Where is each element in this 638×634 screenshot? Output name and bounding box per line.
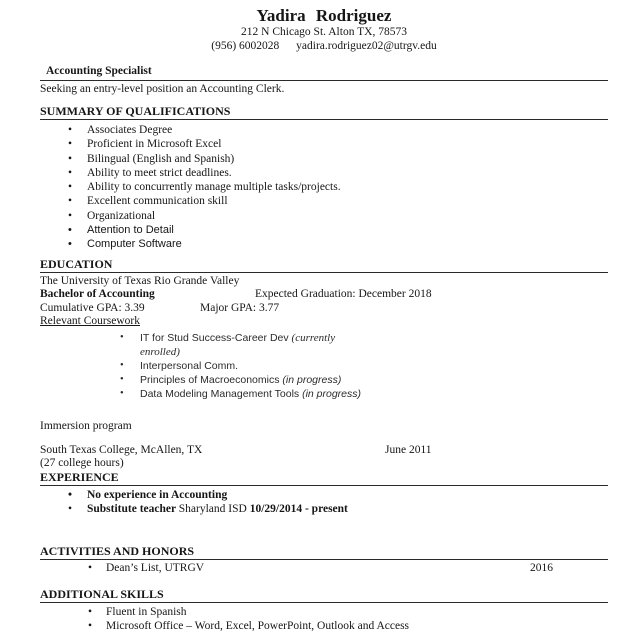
section-heading-summary: SUMMARY OF QUALIFICATIONS [40, 105, 608, 120]
course-note: (in progress) [302, 387, 362, 400]
list-item: • Bilingual (English and Spanish) [40, 152, 608, 166]
school-name: The University of Texas Rio Grande Valley [40, 274, 240, 287]
course-name: Interpersonal Comm. [140, 359, 239, 372]
list-item: • No experience in Accounting [40, 488, 608, 502]
honor-year: 2016 [530, 561, 553, 574]
list-item [40, 331, 362, 359]
section-heading-skills: ADDITIONAL SKILLS [40, 588, 608, 603]
list-item [40, 387, 362, 401]
college-hours: (27 college hours) [40, 457, 124, 470]
list-item: • Associates Degree [40, 123, 608, 137]
coursework-list [40, 331, 608, 401]
list-item: • Attention to Detail [40, 223, 608, 237]
address-line: 212 N Chicago St. Alton TX, 78573 [241, 26, 407, 38]
section-heading-experience: EXPERIENCE [40, 471, 608, 486]
list-item [40, 562, 608, 576]
list-item: • Excellent communication skill [40, 194, 608, 208]
degree-row [40, 288, 608, 302]
list-item: • Computer Software [40, 237, 608, 251]
email-address: yadira.rodriguez02@utrgv.edu [296, 39, 437, 52]
coursework-heading: Relevant Coursework [40, 315, 140, 328]
honor-name: Dean’s List, UTRGV [106, 561, 205, 574]
college-row [40, 444, 608, 458]
job-dates: 10/29/2014 - present [249, 503, 348, 516]
list-item [40, 502, 608, 516]
summary-list [40, 123, 608, 252]
phone-number: (956) 6002028 [211, 39, 280, 52]
course-name: Data Modeling Management Tools [140, 387, 303, 400]
experience-list [40, 488, 608, 517]
list-item: • Ability to concurrently manage multiple tasks/projects. [40, 180, 608, 194]
resume-header [40, 6, 608, 53]
expected-graduation: Expected Graduation: December 2018 [255, 288, 432, 301]
gpa-row [40, 302, 608, 316]
section-heading-education: EDUCATION [40, 258, 608, 273]
course-note: (in progress) [282, 373, 342, 386]
skills-list [40, 605, 608, 634]
contact-line [40, 40, 608, 54]
cumulative-gpa: Cumulative GPA: 3.39 [40, 301, 145, 314]
list-item: • Fluent in Spanish [40, 605, 608, 619]
list-item: • Organizational [40, 209, 608, 223]
list-item [40, 359, 362, 373]
course-note: (currently enrolled) [140, 331, 336, 358]
degree-name: Bachelor of Accounting [40, 288, 155, 301]
objective-text: Seeking an entry-level position an Accounting Clerk. [40, 83, 285, 95]
course-name: Principles of Macroeconomics [140, 373, 283, 386]
list-item [40, 373, 362, 387]
major-gpa: Major GPA: 3.77 [200, 301, 280, 314]
list-item: • Microsoft Office – Word, Excel, PowerPoint, Outlook and Access [40, 619, 608, 633]
job-title-heading: Accounting Specialist [40, 65, 608, 81]
immersion-program: Immersion program [40, 419, 132, 432]
course-name: IT for Stud Success-Career Dev [140, 331, 292, 344]
list-item: • Ability to meet strict deadlines. [40, 166, 608, 180]
job-org: Sharyland ISD [178, 503, 250, 516]
job-role: Substitute teacher [87, 503, 179, 516]
section-heading-activities: ACTIVITIES AND HONORS [40, 545, 608, 560]
college-date: June 2011 [385, 443, 432, 456]
list-item: • Proficient in Microsoft Excel [40, 137, 608, 151]
person-name: Yadira Rodriguez [256, 6, 392, 25]
college-name: South Texas College, McAllen, TX [40, 443, 203, 456]
